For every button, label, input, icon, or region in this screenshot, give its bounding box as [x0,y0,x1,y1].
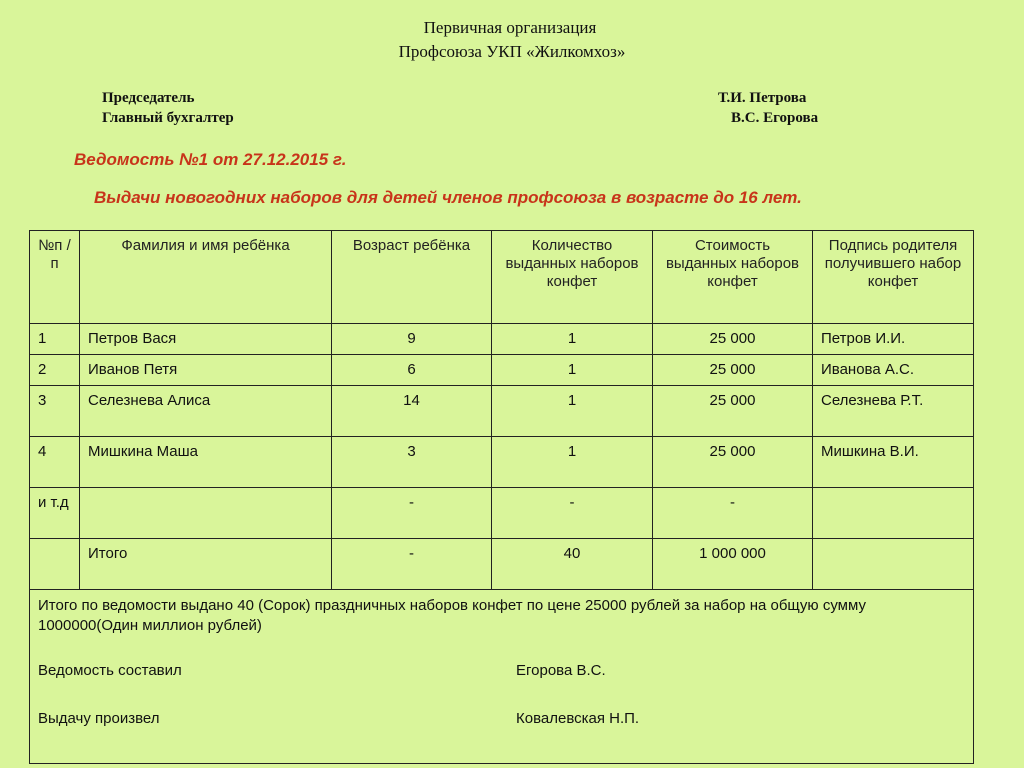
row-name: Петров Вася [80,324,332,355]
row-qty: 1 [492,324,653,355]
row-name: Селезнева Алиса [80,386,332,437]
col-header-qty: Количество выданных наборов конфет [492,231,653,324]
row-age: 14 [332,386,492,437]
table-row [30,324,974,355]
compiled-line [38,662,965,680]
table-total-row [30,539,974,590]
chair-label: Председатель [102,90,195,106]
table-footer-row [30,590,974,764]
compiled-name: Егорова В.С. [516,662,606,679]
issued-name: Ковалевская Н.П. [516,710,640,727]
row-name [80,488,332,539]
table-row [30,488,974,539]
col-header-cost: Стоимость выданных наборов конфет [653,231,813,324]
row-qty: 40 [492,539,653,590]
row-cost: 25 000 [653,324,813,355]
issued-line [38,710,965,728]
footer-cell [30,590,974,764]
summary-text: Итого по ведомости выдано 40 (Сорок) праздничных наборов конфет по цене 25000 рублей за набор на общую сумму 1000000(Один миллион рублей) [38,597,866,634]
row-age: - [332,488,492,539]
row-num: и т.д [30,488,80,539]
row-qty: 1 [492,355,653,386]
row-name: Итого [80,539,332,590]
col-header-name: Фамилия и имя ребёнка [80,231,332,324]
col-header-num: №п /п [30,231,80,324]
row-cost: - [653,488,813,539]
row-qty: 1 [492,437,653,488]
table-row [30,437,974,488]
row-num: 1 [30,324,80,355]
accountant-label: Главный бухгалтер [102,110,234,126]
issued-label: Выдачу произвел [38,710,160,727]
row-cost: 25 000 [653,386,813,437]
row-num: 4 [30,437,80,488]
row-num: 3 [30,386,80,437]
org-title-line2: Профсоюза УКП «Жилкомхоз» [398,42,626,61]
compiled-label: Ведомость составил [38,662,182,679]
statement-purpose: Выдачи новогодних наборов для детей членов профсоюза в возрасте до 16 лет. [94,188,802,207]
statement-number: Ведомость №1 от 27.12.2015 г. [74,150,347,169]
table-row [30,386,974,437]
table-row [30,355,974,386]
col-header-age: Возраст ребёнка [332,231,492,324]
row-age: 9 [332,324,492,355]
col-header-sign: Подпись родителя получившего набор конфет [813,231,974,324]
row-age: 6 [332,355,492,386]
row-age: 3 [332,437,492,488]
row-sign [813,488,974,539]
chair-name: Т.И. Петрова [718,90,807,106]
accountant-name: В.С. Егорова [731,110,819,126]
row-cost: 1 000 000 [653,539,813,590]
row-name: Иванов Петя [80,355,332,386]
row-sign: Мишкина В.И. [813,437,974,488]
row-cost: 25 000 [653,437,813,488]
row-num: 2 [30,355,80,386]
row-age: - [332,539,492,590]
row-sign: Селезнева Р.Т. [813,386,974,437]
table-header-row [30,231,974,324]
row-qty: - [492,488,653,539]
row-name: Мишкина Маша [80,437,332,488]
row-sign [813,539,974,590]
row-sign: Петров И.И. [813,324,974,355]
row-cost: 25 000 [653,355,813,386]
row-qty: 1 [492,386,653,437]
org-title-line1: Первичная организация [423,18,597,37]
row-num [30,539,80,590]
statement-table [29,230,974,764]
row-sign: Иванова А.С. [813,355,974,386]
